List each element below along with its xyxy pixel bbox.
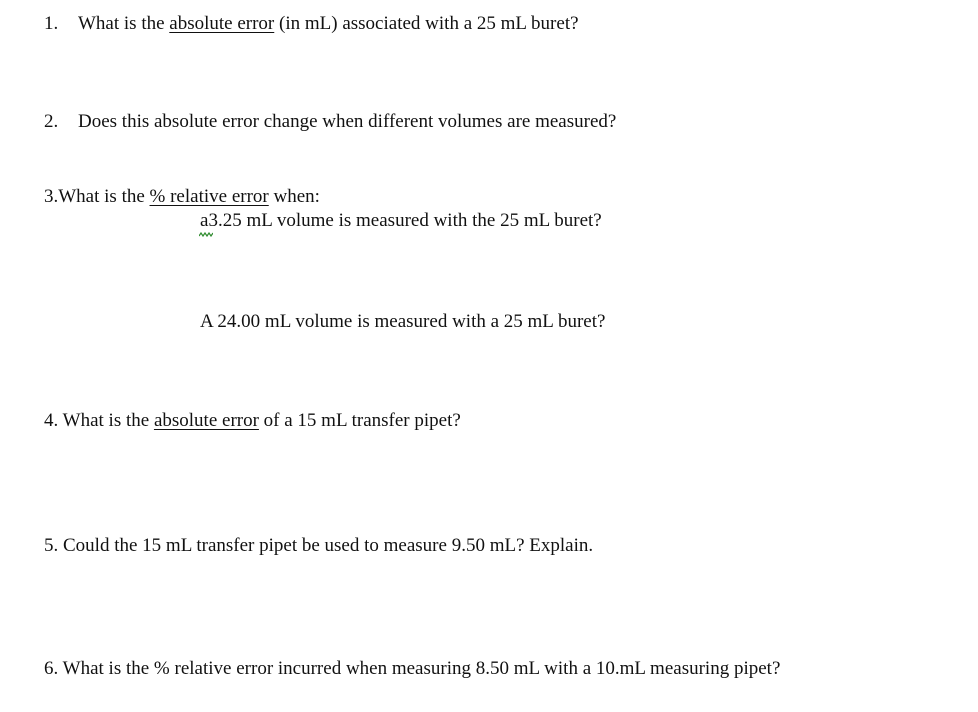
question-6-number: 6. — [44, 658, 59, 679]
question-3 — [44, 185, 320, 209]
question-3-part-a-lead-letter: a — [200, 210, 209, 231]
question-6-text: What is the % relative error incurred when measuring 8.50 mL with a 10.mL measuring pipet? — [58, 658, 781, 679]
question-3-number: 3. — [44, 186, 59, 207]
question-2-text: Does this absolute error change when different volumes are measured? — [78, 111, 617, 132]
question-5-number: 5. — [44, 535, 59, 556]
question-6 — [44, 657, 780, 681]
question-4-number: 4. — [44, 410, 59, 431]
question-4 — [44, 409, 461, 433]
question-2-number: 2. — [44, 111, 59, 132]
question-1-number: 1. — [44, 13, 59, 34]
question-1 — [44, 12, 579, 36]
spellcheck-squiggle-icon — [199, 232, 213, 237]
question-4-text-before: What is the — [58, 410, 154, 431]
question-5 — [44, 534, 593, 558]
question-3-part-a-text: 3.25 mL volume is measured with the 25 mL buret? — [208, 210, 602, 231]
question-4-text-after: of a 15 mL transfer pipet? — [258, 410, 461, 431]
question-3-part-b — [200, 310, 605, 334]
question-3-part-b-text: A 24.00 mL volume is measured with a 25 mL buret? — [200, 311, 606, 332]
question-4-underlined-term: absolute error — [153, 410, 259, 431]
question-3-part-a-lead — [200, 209, 208, 233]
question-1-text-before: What is the — [78, 13, 170, 34]
question-3-text-before: What is the — [58, 186, 150, 207]
question-5-text: Could the 15 mL transfer pipet be used to measure 9.50 mL? Explain. — [58, 535, 594, 556]
question-3-underlined-term: % relative error — [149, 186, 269, 207]
question-1-text-after: (in mL) associated with a 25 mL buret? — [274, 13, 579, 34]
question-1-underlined-term: absolute error — [169, 13, 275, 34]
question-2 — [44, 110, 616, 134]
question-3-part-a — [200, 209, 602, 233]
question-3-text-after: when: — [268, 186, 320, 207]
